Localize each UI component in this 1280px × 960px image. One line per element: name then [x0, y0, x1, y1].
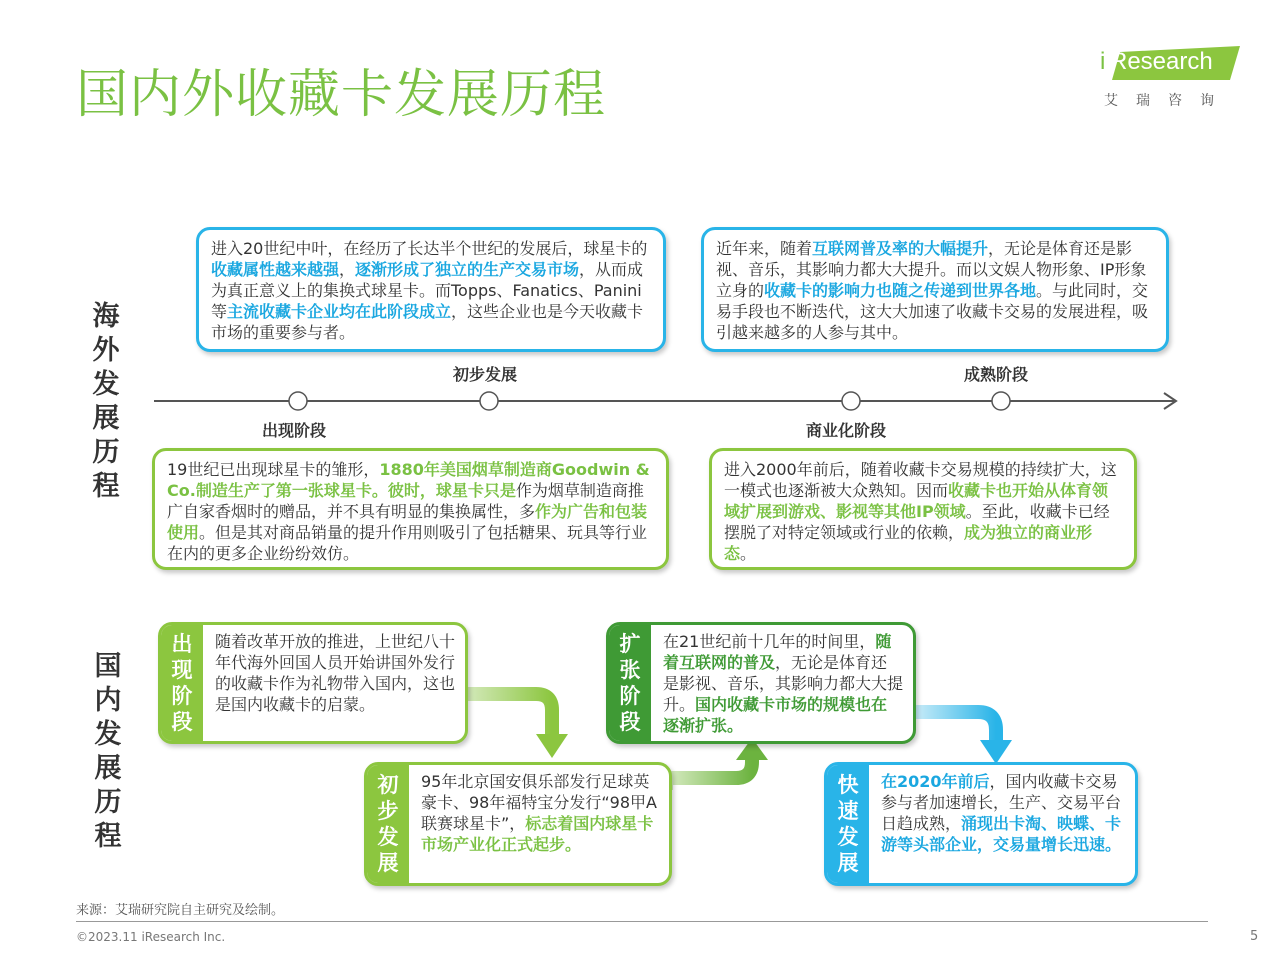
page-number: 5 [1250, 929, 1259, 944]
logo-subtitle: 艾瑞咨询 [1104, 93, 1232, 109]
box-highlight: 主流收藏卡企业均在此阶段成立 [227, 302, 452, 321]
box-text: 进入20世纪中叶，在经历了长达半个世纪的发展后，球星卡的 [211, 239, 648, 258]
box-text-part: ，无论是体育还是影视、音乐，其影响力都大大提升。 [663, 653, 904, 714]
tag-char: 初 [377, 773, 399, 797]
box-text: 。 [740, 544, 757, 563]
copyright: ©2023.11 iResearch Inc. [76, 930, 226, 944]
overseas-mature-box [701, 227, 1169, 352]
domestic-label-char: 国 [94, 651, 122, 682]
tag-char: 段 [171, 710, 193, 734]
footer-divider [76, 921, 1208, 922]
domestic-label-char: 程 [94, 821, 122, 852]
overseas-label-char: 展 [92, 403, 120, 434]
overseas-initial-box [196, 227, 666, 352]
overseas-early-box [152, 448, 669, 570]
logo-i: i [1100, 48, 1106, 75]
tag-char: 阶 [619, 684, 641, 708]
tag-char: 步 [377, 799, 399, 823]
box-highlight: 逐渐形成了独立的生产交易市场 [355, 260, 580, 279]
tag-char: 现 [171, 658, 193, 682]
overseas-label-char: 发 [92, 369, 120, 400]
box-text: 进入2000年前后，随着收藏卡交易规模的持续扩大，这一模式也逐渐被大众熟知。因而 [724, 460, 1117, 500]
tag-char: 扩 [619, 632, 641, 656]
stage-tag [609, 625, 651, 741]
page-title: 国内外收藏卡发展历程 [76, 65, 607, 125]
timeline-node [289, 392, 307, 410]
domestic-label-char: 内 [94, 685, 122, 716]
domestic-expansion-box [606, 622, 916, 744]
box-text [409, 765, 669, 883]
box-text: 。但是其对商品销量的提升作用则吸引了包括糖果、玩具等行业在内的更多企业纷纷效仿。 [167, 523, 648, 563]
domestic-label-char: 展 [94, 753, 122, 784]
connector-arrow-head-icon [536, 734, 568, 758]
box-text: ，这些企业也是今天收藏卡市场的重要参与者。 [211, 302, 644, 342]
tag-char: 阶 [171, 684, 193, 708]
box-text-part: 95年北京国安俱乐部发行足球英豪卡、98年福特宝分发行“98甲A联赛球星卡”， [421, 772, 657, 833]
iresearch-logo [1100, 42, 1250, 117]
box-highlight: 国内收藏卡市场的规模也在逐渐扩张。 [663, 695, 888, 735]
source-note: 来源：艾瑞研究院自主研究及绘制。 [76, 903, 285, 918]
box-text [651, 625, 913, 741]
overseas-label-char: 历 [92, 437, 120, 468]
connector-arrow-head-icon [980, 740, 1012, 764]
tag-char: 发 [377, 825, 399, 849]
tag-char: 展 [837, 851, 859, 875]
box-text: ，从而成为真正意义上的集换式球星卡。而Topps、Fanatics、Panini等 [211, 260, 644, 321]
box-highlight: 作为广告和包装使用 [167, 502, 648, 542]
connector-arrow-icon [916, 712, 996, 742]
tag-char: 发 [837, 825, 859, 849]
box-text: ，无论是体育还是影视、音乐，其影响力都大大提升。而以文娱人物形象、IP形象立身的 [716, 239, 1147, 300]
box-highlight: 标志着国内球星卡市场产业化正式起步。 [421, 814, 654, 854]
box-highlight: 在2020年前后 [881, 772, 990, 791]
tag-char: 快 [837, 773, 859, 797]
overseas-label [90, 300, 122, 504]
stage-label-initial: 初步发展 [453, 365, 518, 384]
box-highlight: 涌现出卡淘、映蝶、卡游等头部企业，交易量增长迅速。 [881, 814, 1122, 854]
domestic-rapid-box [824, 762, 1138, 886]
timeline-node [480, 392, 498, 410]
box-highlight: 互联网普及率的大幅提升 [812, 239, 989, 258]
tag-char: 速 [837, 799, 859, 823]
logo-name: Research [1110, 48, 1213, 75]
box-text: 19世纪已出现球星卡的雏形， [167, 460, 380, 479]
box-text: 随着改革开放的推进，上世纪八十年代海外回国人员开始讲国外发行的收藏卡作为礼物带入国内，这也是国内收藏卡的启蒙。 [215, 632, 456, 714]
box-highlight: 收藏卡的影响力也随之传递到世界各地 [764, 281, 1037, 300]
overseas-timeline [150, 388, 1190, 416]
domestic-label-char: 历 [94, 787, 122, 818]
tag-char: 段 [619, 710, 641, 734]
box-highlight: 成为独立的商业形态 [724, 523, 1093, 563]
overseas-label-char: 程 [92, 471, 120, 502]
box-text: 作为烟草制造商推广自家香烟时的赠品，并不具有明显的集换属性，多 [167, 481, 644, 521]
stage-tag [827, 765, 869, 883]
box-text: ， [339, 260, 356, 279]
timeline-node [842, 392, 860, 410]
box-highlight: 收藏卡也开始从体育领域扩展到游戏、影视等其他IP领域 [724, 481, 1109, 521]
box-highlight: 1880年美国烟草制造商Goodwin & Co.制造生产了第一张球星卡。彼时，球星卡只是 [167, 460, 650, 500]
box-highlight: 随着互联网的普及 [663, 632, 892, 672]
stage-label-mature: 成熟阶段 [964, 365, 1029, 384]
tag-char: 展 [377, 851, 399, 875]
box-text [869, 765, 1135, 883]
domestic-emergence-box [158, 622, 468, 744]
stage-label-commercial: 商业化阶段 [806, 421, 887, 440]
overseas-label-char: 海 [92, 301, 120, 332]
stage-label-emergence: 出现阶段 [262, 421, 327, 440]
box-text: 。与此同时，交易手段也不断迭代，这大大加速了收藏卡交易的发展进程，吸引越来越多的人参与其中。 [716, 281, 1149, 342]
box-highlight: 收藏属性越来越强 [211, 260, 340, 279]
box-text: 。至此，收藏卡已经摆脱了对特定领域或行业的依赖， [724, 502, 1110, 542]
connector-arrow-icon [666, 758, 752, 790]
box-text: 近年来，随着 [716, 239, 813, 258]
overseas-commercial-box [709, 448, 1137, 570]
box-text-part: 在21世纪前十几年的时间里， [663, 632, 876, 651]
connector-arrow-icon [460, 694, 552, 736]
tag-char: 张 [619, 658, 641, 682]
domestic-initial-box [364, 762, 672, 886]
box-text-part: ，国内收藏卡交易参与者加速增长，生产、交易平台日趋成熟， [881, 772, 1122, 833]
tag-char: 出 [171, 632, 193, 656]
stage-tag [367, 765, 409, 883]
domestic-label [92, 650, 124, 854]
timeline-node [992, 392, 1010, 410]
domestic-label-char: 发 [94, 719, 122, 750]
overseas-label-char: 外 [92, 335, 120, 366]
stage-tag [161, 625, 203, 741]
